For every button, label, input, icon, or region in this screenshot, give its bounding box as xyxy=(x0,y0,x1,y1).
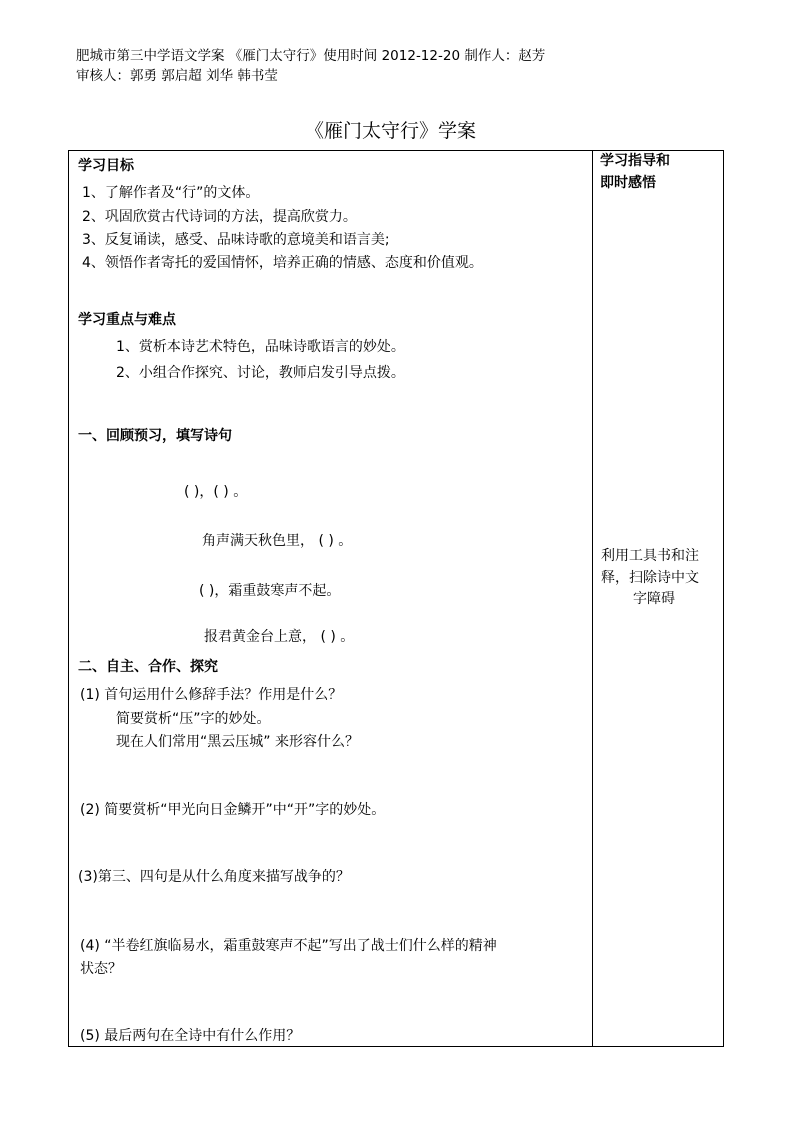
header-line-1: 肥城市第三中学语文学案 《雁门太守行》使用时间 2012-12-20 制作人：赵芳 xyxy=(76,48,546,64)
goal-item-4: 4、领悟作者寄托的爱国情怀，培养正确的情感、态度和价值观。 xyxy=(82,255,483,271)
question-5: (5) 最后两句在全诗中有什么作用？ xyxy=(80,1028,301,1044)
sidebar-heading-1: 学习指导和 xyxy=(600,153,670,169)
question-4-line-1: (4) “半卷红旗临易水，霜重鼓寒声不起”写出了战士们什么样的精神 xyxy=(80,938,497,954)
sidebar-note-3: 字障碍 xyxy=(633,591,675,607)
question-1b: 现在人们常用“黑云压城” 来形容什么？ xyxy=(116,734,359,750)
goal-item-2: 2、巩固欣赏古代诗词的方法，提高欣赏力。 xyxy=(82,209,357,225)
question-1a: 简要赏析“压”字的妙处。 xyxy=(116,711,271,727)
goal-item-3: 3、反复诵读，感受、品味诗歌的意境美和语言美; xyxy=(82,232,390,248)
sidebar-note-2: 释，扫除诗中文 xyxy=(601,570,699,586)
column-divider xyxy=(592,150,593,1047)
focus-item-1: 1、赏析本诗艺术特色，品味诗歌语言的妙处。 xyxy=(116,339,405,355)
fill-line-2: 角声满天秋色里， ( ) 。 xyxy=(202,533,353,549)
fill-line-4: 报君黄金台上意， ( ) 。 xyxy=(204,629,355,645)
fill-line-1: ( )，( ) 。 xyxy=(184,484,248,500)
question-2: (2) 简要赏析“甲光向日金鳞开”中“开”字的妙处。 xyxy=(80,802,386,818)
header-line-2: 审核人：郭勇 郭启超 刘华 韩书莹 xyxy=(76,68,278,84)
fill-line-3: ( )，霜重鼓寒声不起。 xyxy=(199,583,341,599)
section2-heading: 二、自主、合作、探究 xyxy=(78,659,218,675)
sidebar-note-1: 利用工具书和注 xyxy=(601,548,699,564)
question-1: (1) 首句运用什么修辞手法？作用是什么？ xyxy=(80,687,343,703)
focus-heading: 学习重点与难点 xyxy=(78,312,176,328)
page-title: 《雁门太守行》学案 xyxy=(305,120,477,142)
goal-item-1: 1、了解作者及“行”的文体。 xyxy=(82,185,260,201)
sidebar-heading-2: 即时感悟 xyxy=(600,175,656,191)
table-left-border xyxy=(68,150,69,1047)
goals-heading: 学习目标 xyxy=(78,158,134,174)
section1-heading: 一、回顾预习，填写诗句 xyxy=(78,428,232,444)
table-right-border xyxy=(723,150,724,1047)
table-bottom-border xyxy=(68,1046,724,1047)
question-4-line-2: 状态？ xyxy=(80,961,122,977)
focus-item-2: 2、小组合作探究、讨论，教师启发引导点拨。 xyxy=(116,365,405,381)
question-3: (3)第三、四句是从什么角度来描写战争的？ xyxy=(78,869,350,885)
table-top-border xyxy=(68,150,724,151)
